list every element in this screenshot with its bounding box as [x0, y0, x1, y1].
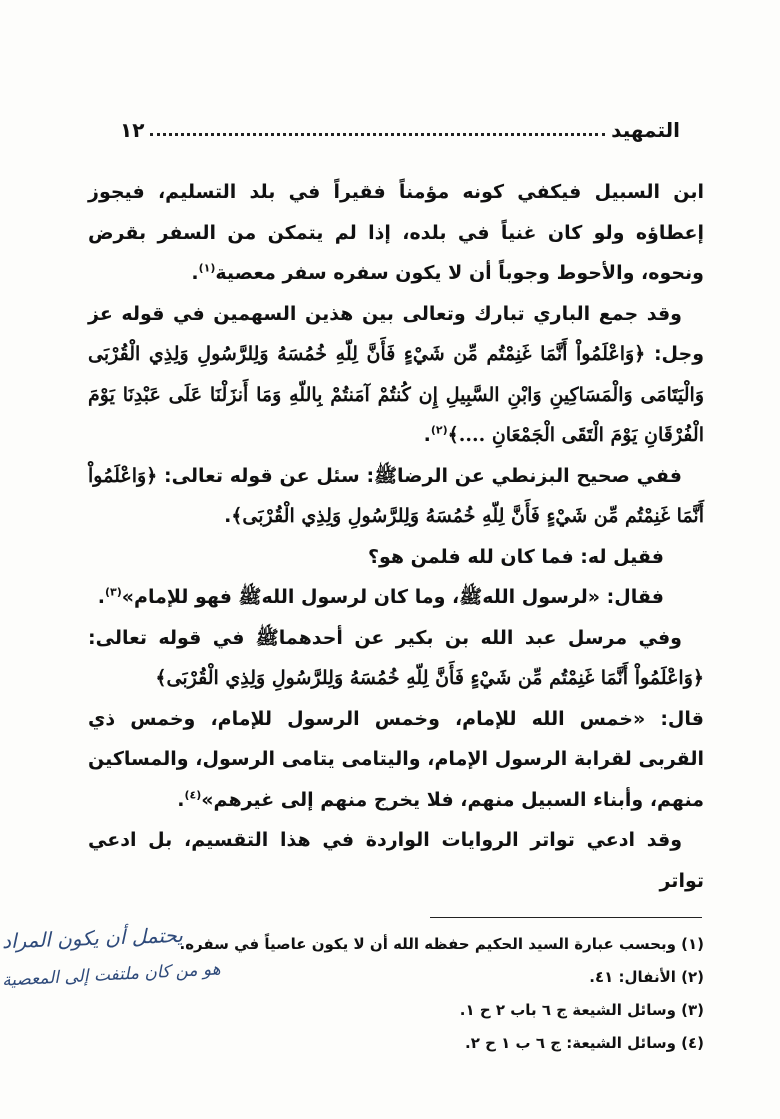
- paragraph-4: فقيل له: فما كان لله فلمن هو؟: [367, 545, 664, 568]
- header-dot-leader: [150, 133, 605, 136]
- chapter-title: التمهيد: [611, 118, 680, 142]
- footnote-ref-2: (٢): [430, 423, 448, 437]
- quran-verse-3: ﴿وَاعْلَمُواْ أَنَّمَا غَنِمْتُم مِّن شَيْءٍ فَأَنَّ لِلّهِ خُمُسَهُ وَلِلرَّسُولِ وَلِذِي الْقُرْبَى﴾: [155, 667, 704, 689]
- footnote-2: (٢) الأنفال: ٤١.: [589, 968, 704, 986]
- quran-verse-1: ﴿وَاعْلَمُواْ أَنَّمَا غَنِمْتُم مِّن شَيْءٍ فَأَنَّ لِلّهِ خُمُسَهُ وَلِلرَّسُولِ وَلِذِي الْقُرْبَى وَالْيَتَامَى وَالْمَسَاكِينِ وَابْنِ السَّبِيلِ إِن كُنتُمْ آمَنتُمْ بِاللّهِ وَمَا أَنزَلْنَا عَلَى عَبْدِنَا يَوْمَ الْفُرْقَانِ يَوْمَ الْتَقَى الْجَمْعَانِ ....﴾: [88, 343, 704, 446]
- paragraph-1: ابن السبيل فيكفي كونه مؤمناً فقيراً في بلد التسليم، فيجوز إعطاؤه ولو كان غنياً في بلده، إذا لم يتمكن من السفر بقرض ونحوه، والأحوط وجوباً أن لا يكون سفره سفر معصية$^{(١)}$.: [88, 181, 704, 284]
- paragraph-2: وقد جمع الباري تبارك وتعالى بين هذين السهمين في قوله عز وجل: ﴿وَاعْلَمُواْ أَنَّمَا غَنِمْتُم مِّن شَيْءٍ فَأَنَّ لِلّهِ خُمُسَهُ وَلِلرَّسُولِ وَلِذِي الْقُرْبَى وَالْيَتَامَى وَالْمَسَاكِينِ وَابْنِ السَّبِيلِ إِن كُنتُمْ آمَنتُمْ بِاللّهِ وَمَا أَنزَلْنَا عَلَى عَبْدِنَا يَوْمَ الْفُرْقَانِ يَوْمَ الْتَقَى الْجَمْعَانِ ....﴾$^{(٢)}$.: [88, 302, 704, 446]
- paragraph-6-intro: وفي مرسل عبد الله بن بكير عن أحدهماﷺ في قوله تعالى:: [88, 626, 682, 649]
- paragraph-2-intro: وقد جمع الباري تبارك وتعالى بين هذين السهمين في قوله عز وجل:: [88, 302, 704, 365]
- handwritten-note-line-2: هو من كان ملتفت إلى المعصية: [1, 959, 222, 991]
- footnote-separator: [430, 917, 702, 918]
- footnote-ref-1: (١): [198, 261, 216, 275]
- footnote-ref-3: (٣): [104, 585, 122, 599]
- paragraph-3: ففي صحيح البزنطي عن الرضاﷺ: سئل عن قوله تعالى: ﴿وَاعْلَمُواْ أَنَّمَا غَنِمْتُم مِّن شَيْءٍ فَأَنَّ لِلّهِ خُمُسَهُ وَلِلرَّسُولِ وَلِذِي الْقُرْبَى﴾.: [88, 464, 704, 527]
- footnote-3: (٣) وسائل الشيعة ج ٦ باب ٢ ح ١.: [459, 1001, 704, 1019]
- paragraph-8: وقد ادعي تواتر الروايات الواردة في هذا التقسيم، بل ادعي تواتر: [88, 829, 704, 892]
- paragraph-5: فقال: «لرسول اللهﷺ، وما كان لرسول اللهﷺ فهو للإمام»$^{(٣)}$.: [97, 585, 664, 608]
- footnote-4: (٤) وسائل الشيعة: ج ٦ ب ١ ح ٢.: [465, 1034, 704, 1052]
- footnotes: [110, 928, 704, 1060]
- running-header: [120, 112, 680, 142]
- footnote-1: (١) وبحسب عبارة السيد الحكيم حفظه الله أن لا يكون عاصياً في سفره.: [179, 935, 704, 953]
- paragraph-3-intro: ففي صحيح البزنطي عن الرضاﷺ: سئل عن قوله تعالى:: [164, 464, 682, 487]
- handwritten-note-line-1: يحتمل أن يكون المراد: [1, 922, 184, 954]
- paragraph-7: قال: «خمس الله للإمام، وخمس الرسول للإمام، وخمس ذي القربى لقرابة الرسول الإمام، واليتامى يتامى الرسول، والمساكين منهم، وأبناء السبيل منهم، فلا يخرج منهم إلى غيرهم»$^{(٤)}$.: [88, 707, 704, 811]
- quran-verse-2: ﴿وَاعْلَمُواْ أَنَّمَا غَنِمْتُم مِّن شَيْءٍ فَأَنَّ لِلّهِ خُمُسَهُ وَلِلرَّسُولِ وَلِذِي الْقُرْبَى﴾: [88, 464, 704, 527]
- page-number: ١٢: [120, 118, 145, 142]
- paragraph-5-text: فقال: «لرسول اللهﷺ، وما كان لرسول اللهﷺ فهو للإمام»: [121, 586, 664, 608]
- paragraph-7-text: قال: «خمس الله للإمام، وخمس الرسول للإمام، وخمس ذي القربى لقرابة الرسول الإمام، واليتامى يتامى الرسول، والمساكين منهم، وأبناء السبيل منهم، فلا يخرج منهم إلى غيرهم»: [88, 707, 704, 811]
- main-text: [88, 172, 704, 901]
- paragraph-6: [88, 618, 704, 699]
- paragraph-1-text: ابن السبيل فيكفي كونه مؤمناً فقيراً في بلد التسليم، فيجوز إعطاؤه ولو كان غنياً في بلده، إذا لم يتمكن من السفر بقرض ونحوه، والأحوط وجوباً أن لا يكون سفره سفر معصية: [88, 181, 704, 284]
- footnote-ref-4: (٤): [184, 788, 202, 802]
